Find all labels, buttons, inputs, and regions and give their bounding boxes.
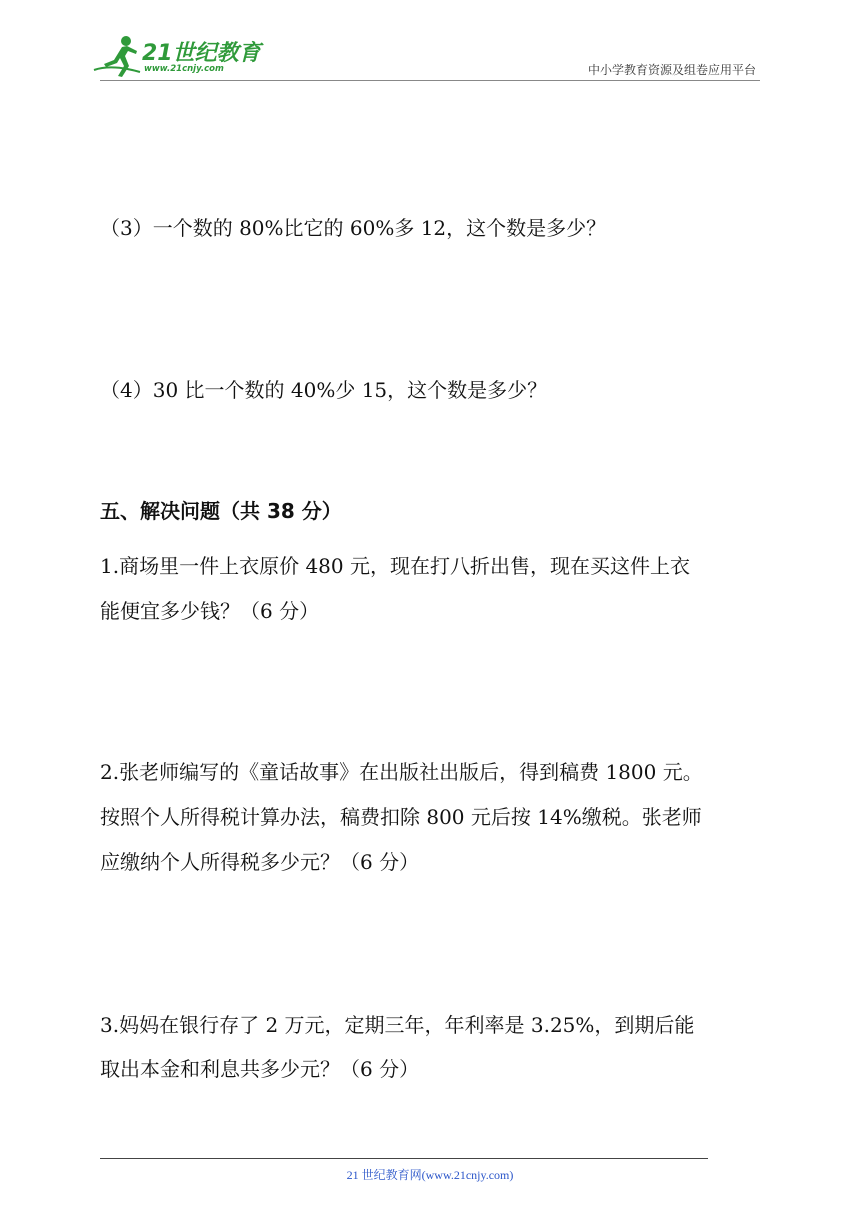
logo-brand-text: 21世纪教育 <box>142 41 261 66</box>
problem-3-line-1: 3.妈妈在银行存了 2 万元，定期三年，年利率是 3.25%，到期后能 <box>100 1013 695 1037</box>
footer-link[interactable]: 21 世纪教育网(www.21cnjy.com) <box>346 1168 514 1182</box>
question-4: （4）30 比一个数的 40%少 15，这个数是多少？ <box>100 378 548 402</box>
problem-3-line-2: 取出本金和利息共多少元？（6 分） <box>100 1057 420 1081</box>
running-man-logo-icon <box>92 34 144 78</box>
footer-divider <box>100 1158 708 1159</box>
page-header <box>0 0 860 80</box>
question-3: （3）一个数的 80%比它的 60%多 12，这个数是多少？ <box>100 216 607 240</box>
problem-1-line-1: 1.商场里一件上衣原价 480 元，现在打八折出售，现在买这件上衣 <box>100 554 690 578</box>
site-logo[interactable] <box>92 34 262 78</box>
problem-1-line-2: 能便宜多少钱？（6 分） <box>100 599 320 623</box>
logo-url-text: www.21cnjy.com <box>144 64 224 74</box>
section-title: 五、解决问题（共 38 分） <box>100 499 342 523</box>
problem-2-line-1: 2.张老师编写的《童话故事》在出版社出版后，得到稿费 1800 元。 <box>100 760 703 784</box>
problem-2-line-2: 按照个人所得税计算办法，稿费扣除 800 元后按 14%缴税。张老师 <box>100 805 702 829</box>
problem-2-line-3: 应缴纳个人所得税多少元？（6 分） <box>100 850 420 874</box>
platform-tagline: 中小学教育资源及组卷应用平台 <box>587 63 756 77</box>
header-divider <box>100 80 760 81</box>
